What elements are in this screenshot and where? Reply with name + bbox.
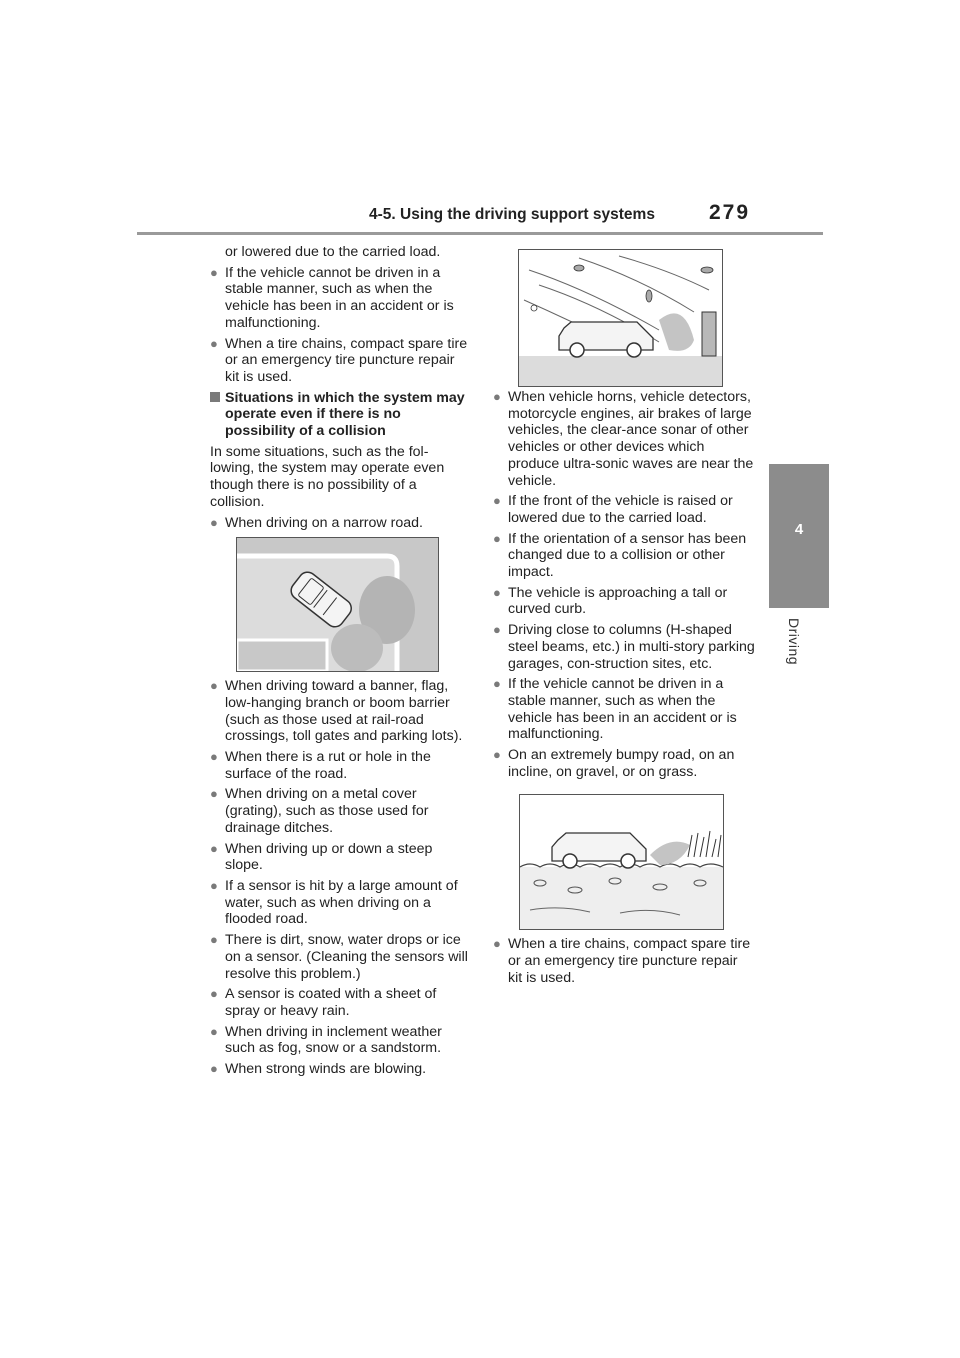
left-column <box>210 244 472 1082</box>
list-item: ● When a tire chains, compact spare tire or an emergency tire puncture repair kit is used. <box>210 335 468 385</box>
bullet-icon: ● <box>210 1061 218 1077</box>
list-item: ● If the vehicle cannot be driven in a stable manner, such as when the vehicle has been in an accident or is malfunctioning. <box>493 676 737 743</box>
list-item: ● The vehicle is approaching a tall or curved curb. <box>493 584 728 618</box>
bullet-icon: ● <box>493 622 501 638</box>
list-item: ● When driving toward a banner, flag, low-hanging branch or boom barrier (such as those used at rail-road crossings, toll gates and parking lots). <box>210 678 463 745</box>
bullet-icon: ● <box>493 584 501 600</box>
list-item: ● When driving on a metal cover (grating), such as those used for drainage ditches. <box>210 786 429 836</box>
list-item: ● When driving on a narrow road. <box>210 514 423 531</box>
bullet-icon: ● <box>210 840 218 856</box>
list-item: ● If the front of the vehicle is raised or lowered due to the carried load. <box>493 493 733 526</box>
bullet-icon: ● <box>493 747 501 763</box>
bullet-icon: ● <box>210 264 218 280</box>
bullet-icon: ● <box>210 986 218 1002</box>
bumpy-road-illustration <box>519 794 724 930</box>
list-item: ● When a tire chains, compact spare tire or an emergency tire puncture repair kit is used. <box>493 936 751 986</box>
continued-text: or lowered due to the carried load. <box>225 244 441 260</box>
list-item: ● If a sensor is hit by a large amount of water, such as when driving on a flooded road. <box>210 877 458 928</box>
header-divider <box>137 232 823 235</box>
narrow-road-illustration <box>236 537 439 672</box>
bullet-icon: ● <box>493 676 501 692</box>
subheading: Situations in which the system may operate even if there is no possibility of a collision <box>210 390 472 440</box>
bullet-icon: ● <box>210 514 218 530</box>
list-item: ● If the vehicle cannot be driven in a stable manner, such as when the vehicle has been in an accident or is malfunctioning. <box>210 264 454 331</box>
chapter-label: Driving <box>786 618 802 666</box>
list-item: ● On an extremely bumpy road, on an incline, on gravel, or on grass. <box>493 747 735 780</box>
chapter-number: 4 <box>794 521 804 538</box>
list-item: ● When vehicle horns, vehicle detectors, motorcycle engines, air brakes of large vehicles, the clear-ance sonar of other vehicles or other devices which produce ultra-sonic waves are near the vehicle. <box>493 389 754 489</box>
list-item: ● A sensor is coated with a sheet of spray or heavy rain. <box>210 986 437 1019</box>
bullet-icon: ● <box>493 936 501 952</box>
bullet-icon: ● <box>210 335 218 351</box>
bullet-icon: ● <box>493 530 501 546</box>
bullet-icon: ● <box>210 877 218 893</box>
right-column <box>493 389 755 991</box>
strong-wind-illustration <box>518 249 723 387</box>
intro-paragraph: In some situations, such as the fol-lowing, the system may operate even though there is no possibility of a collision. <box>210 443 445 510</box>
list-item: ● When driving up or down a steep slope. <box>210 840 433 874</box>
bullet-icon: ● <box>210 678 218 694</box>
list-item: ● If the orientation of a sensor has been changed due to a collision or other impact. <box>493 530 747 581</box>
bullet-icon: ● <box>493 389 501 404</box>
bullet-icon: ● <box>210 932 218 948</box>
bullet-icon: ● <box>210 1023 218 1039</box>
bullet-icon: ● <box>493 493 501 509</box>
list-item: ● Driving close to columns (H-shaped steel beams, etc.) in multi-story parking garages, con-struction sites, etc. <box>493 622 755 672</box>
list-item: ● There is dirt, snow, water drops or ice on a sensor. (Cleaning the sensors will resolve this problem.) <box>210 932 468 982</box>
list-item: ● When there is a rut or hole in the surface of the road. <box>210 749 431 782</box>
list-item: ● When strong winds are blowing. <box>210 1061 427 1078</box>
list-item: ● When driving in inclement weather such as fog, snow or a sandstorm. <box>210 1023 442 1057</box>
bullet-icon: ● <box>210 749 218 765</box>
square-marker-icon <box>210 392 220 402</box>
page-number: 279 <box>709 201 751 224</box>
bullet-icon: ● <box>210 786 218 802</box>
section-title: 4-5. Using the driving support systems <box>369 206 655 223</box>
